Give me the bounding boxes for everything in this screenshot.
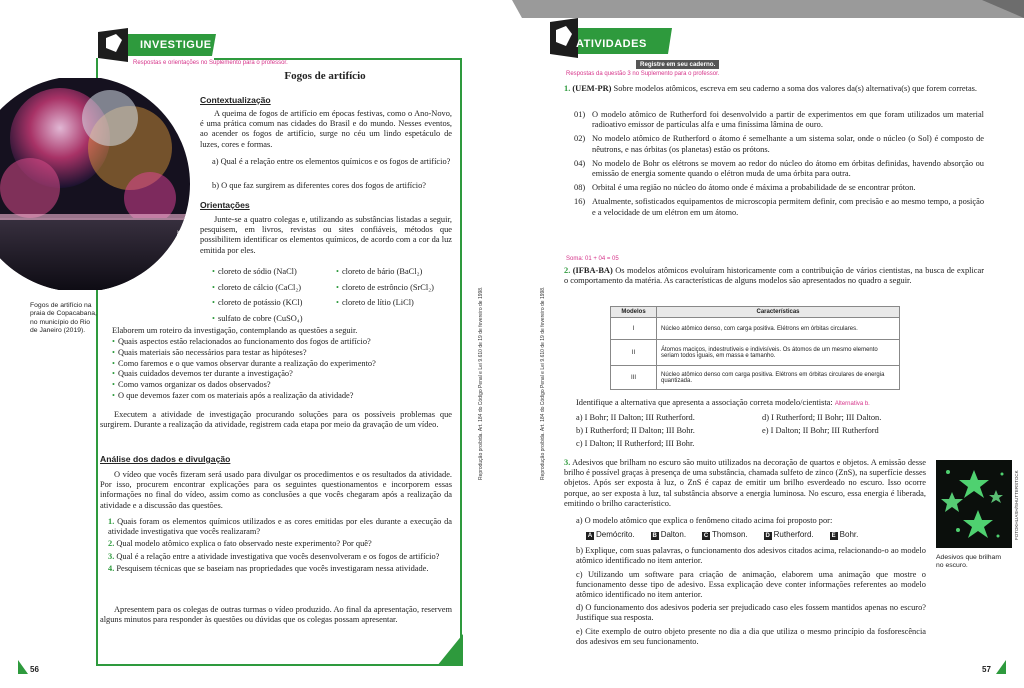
substance-item: • cloreto de lítio (LiCl) xyxy=(336,298,414,307)
table-header-row: Modelos Características xyxy=(611,307,900,318)
q1-item: 04) No modelo de Bohr os elétrons se movem ao redor do núcleo do átomo em órbitas definidas, havendo absorção ou emissão de energia somente quando o elétron muda de uma órbita para outra. xyxy=(574,158,984,179)
section-label: ATIVIDADES xyxy=(576,38,647,50)
roteiro-questions xyxy=(112,337,452,402)
table-row: II Átomos maciços, indestrutíveis e indivisíveis. Os átomos de um mesmo elemento seriam todos iguais, em massa e tamanho. xyxy=(611,340,900,366)
q3-stem: 3. Adesivos que brilham no escuro são muito utilizados na decoração de quartos e objetos. A emissão desse brilho é possível graças à presença de uma substância, chamada sulfeto de zinco (ZnS), na superfície desses objetos. Após ser exposta à luz, o ZnS é capaz de emitir um brilho esverdeado no escuro. Isso ocorre porque, ao ser exposta à luz, tal substância absorve a energia luminosa. No escuro, essa energia é liberada, emitindo o brilho característico. xyxy=(564,458,927,508)
page-corner-icon xyxy=(996,660,1006,674)
heading-contextualizacao: Contextualização xyxy=(200,95,271,105)
fireworks-photo xyxy=(0,78,190,290)
q1-answer: Soma: 01 + 04 = 05 xyxy=(566,256,619,262)
analise-text: O vídeo que vocês fizeram será usado para divulgar os procedimentos e os resultados da atividade. Por isso, procurem encontrar explicações para os seguintes questionamentos e incorporem essas informações no final do vídeo, assim como as conclusões a que vocês chegaram após a realização da atividade e a discussão das questões. xyxy=(100,470,452,510)
substance-item: • cloreto de estrôncio (SrCl₂) xyxy=(336,282,434,292)
q1-items xyxy=(574,110,984,218)
q3-choice: C Thomson. xyxy=(703,530,748,539)
roteiro-question: • Quais cuidados devemos ter durante a investigação? xyxy=(112,369,293,379)
substance-item: • cloreto de bário (BaCl₂) xyxy=(336,267,423,276)
corner-ornament xyxy=(437,634,463,666)
substances-col1 xyxy=(212,264,336,326)
photo-credit: FOTOKHLIASH/SHUTTERSTOCK xyxy=(1014,470,1019,540)
q2-option: a) I Bohr; II Dalton; III Rutherford. xyxy=(576,413,695,422)
section-label: INVESTIGUE xyxy=(140,39,212,51)
photo-caption: Fogos de artifício na praia de Copacabana, no município do Rio de Janeiro (2019). xyxy=(30,302,97,335)
q2-options-col2 xyxy=(762,411,962,437)
analise-item: 4. Pesquisem técnicas que se baseiam nas propriedades que vocês investigaram nessa atividade. xyxy=(108,563,429,573)
q3-choice: E Bohr. xyxy=(831,530,859,539)
q2-option: b) I Rutherford; II Dalton; III Bohr. xyxy=(576,426,695,435)
page-number: 56 xyxy=(30,665,39,674)
substance-item: • cloreto de potássio (KCl) xyxy=(212,298,303,307)
q3-question-b: b) Explique, com suas palavras, o funcionamento dos adesivos citados acima, relacionando-o ao modelo atômico identificado no item anterior. xyxy=(576,546,926,566)
q2-prompt: Identifique a alternativa que apresenta a associação correta modelo/cientista: Alternativa b. xyxy=(576,398,870,407)
teacher-note: Respostas e orientações no Suplemento para o professor. xyxy=(133,60,288,66)
q1-item: 01) O modelo atômico de Rutherford foi desenvolvido a partir de experimentos em que foram utilizados um material radioativo emissor de partículas alfa e uma finíssima lâmina de ouro. xyxy=(574,110,984,130)
q1-item: 16) Atualmente, sofisticados equipamentos de microscopia permitem definir, com precisão e ao mesmo tempo, a posição e a velocidade de um elétron em um átomo. xyxy=(574,197,985,217)
page-number: 57 xyxy=(982,665,991,674)
q1-item: 02) No modelo atômico de Rutherford o átomo é semelhante a um sistema solar, onde o núcleo (o Sol) é composto de nêutrons, e nas órbitas (os planetas) estão os prótons. xyxy=(574,134,984,154)
context-text: A queima de fogos de artifício em épocas festivas, como o Ano-Novo, é uma prática comum nas cidades do Brasil e do mundo. Nesses eventos, ao acender os fogos de artifício, surge no céu um lindo espetáculo de luzes, cores e formas. xyxy=(200,109,452,149)
legal-note: Reprodução proibida. Art. 184 do Código Penal e Lei 9.610 de 19 de fevereiro de 1998. xyxy=(540,286,546,480)
substance-item: • sulfato de cobre (CuSO₄) xyxy=(212,313,303,323)
context-question-a: a) Qual é a relação entre os elementos químicos e os fogos de artifício? xyxy=(212,157,451,166)
q3-choice: A Demócrito. xyxy=(587,530,635,539)
analise-item: 3. Qual é a relação entre a atividade investigativa que vocês desenvolveram e os fogos de artifício? xyxy=(108,551,440,561)
q2-option: d) I Rutherford; II Bohr; III Dalton. xyxy=(762,413,882,422)
glow-stickers-photo xyxy=(936,460,1012,548)
q2-stem: 2. (IFBA-BA) Os modelos atômicos evoluíram historicamente com a contribuição de vários cientistas, na busca de explicar o comportamento da matéria. As características de alguns modelos são apresentados no quadro a seguir. xyxy=(564,266,985,286)
q2-option: c) I Dalton; II Rutherford; III Bohr. xyxy=(576,439,695,448)
q3-choice: B Dalton. xyxy=(652,530,687,539)
models-table xyxy=(610,306,900,390)
heading-analise: Análise dos dados e divulgação xyxy=(100,454,231,464)
q1-stem: 1. (UEM-PR) Sobre modelos atômicos, escreva em seu caderno a soma dos valores da(s) alternativa(s) que forem corretas. xyxy=(564,84,978,93)
right-page xyxy=(512,0,1024,688)
q3-choices xyxy=(586,530,926,540)
analise-item: 1. Quais foram os elementos químicos utilizados e as cores emitidas por eles durante a execução da atividade investigativa que vocês realizaram? xyxy=(108,517,453,537)
q3-question-c: c) Utilizando um software para criação de animação, elaborem uma animação que mostre o funcionamento desse tipo de adesivo. Essa explicação deve conter informações referentes ao modelo atômico identificado no item anterior. xyxy=(576,570,926,600)
analise-item: 2. Qual modelo atômico explica o fato observado neste experimento? Por quê? xyxy=(108,539,372,549)
q3-choice: D Rutherford. xyxy=(765,530,814,539)
heading-orientacoes: Orientações xyxy=(200,200,250,210)
context-question-b: b) O que faz surgirem as diferentes cores dos fogos de artifício? xyxy=(212,181,427,190)
substance-item: • cloreto de sódio (NaCl) xyxy=(212,267,297,276)
q3-question-d: d) O funcionamento dos adesivos poderia ser prejudicado caso eles fossem mantidos apenas no escuro? Justifique sua resposta. xyxy=(576,603,926,623)
q3-question-e: e) Cite exemplo de outro objeto presente no dia a dia que utiliza o mesmo princípio da fosforescência dos adesivos em seu funcionamento. xyxy=(576,627,926,647)
q2-option: e) I Dalton; II Bohr; III Rutherford xyxy=(762,426,879,435)
analise-items xyxy=(108,517,452,574)
execute-text: Executem a atividade de investigação procurando soluções para os possíveis problemas que surgirem. Durante a realização da atividade, registrem cada etapa por meio da gravação de um vídeo. xyxy=(100,410,452,430)
roteiro-question: • Quais aspectos estão relacionados ao funcionamento dos fogos de artifício? xyxy=(112,337,371,346)
page-title: Fogos de artifício xyxy=(284,70,366,82)
substance-item: • cloreto de cálcio (CaCl₂) xyxy=(212,282,302,292)
frame-top-line xyxy=(214,58,462,60)
answers-note: Respostas da questão 3 no Suplemento para o professor. xyxy=(566,71,720,77)
roteiro-question: • Como vamos organizar os dados observados? xyxy=(112,380,271,390)
q3-question-a: a) O modelo atômico que explica o fenômeno citado acima foi proposto por: xyxy=(576,516,833,525)
photo-credit: PHOTOCREDITGIULIANO/SHUTTERSTOCK xyxy=(176,230,181,323)
top-gray-bar xyxy=(512,0,1024,18)
substances-col2 xyxy=(336,264,456,311)
orientacoes-text: Junte-se a quatro colegas e, utilizando as substâncias listadas a seguir, pesquisem, em livros, revistas ou sites confiáveis, métodos que possibilitem identificar os elementos químicos, de acordo com a cor da luz emitida por eles. xyxy=(200,215,452,255)
roteiro-text: Elaborem um roteiro da investigação, contemplando as questões a seguir. xyxy=(112,326,358,335)
q1-item: 08) Orbital é uma região no núcleo do átomo onde é máxima a probabilidade de se encontrar próton. xyxy=(574,183,916,193)
legal-note: Reprodução proibida. Art. 184 do Código Penal e Lei 9.610 de 19 de fevereiro de 1998. xyxy=(478,286,484,480)
roteiro-question: • O que devemos fazer com os materiais após a realização da atividade? xyxy=(112,390,354,400)
photo-caption: Adesivos que brilham no escuro. xyxy=(936,554,1001,570)
table-row: III Núcleo atômico denso com carga positiva. Elétrons em órbitas circulares de energia quantizada. xyxy=(611,366,900,390)
closing-text: Apresentem para os colegas de outras turmas o vídeo produzido. Ao final da apresentação, reservem alguns minutos para responder às questões ou dúvidas que os colegas possam apresentar. xyxy=(100,605,452,625)
register-note: Registre em seu caderno. xyxy=(636,60,719,69)
table-row: I Núcleo atômico denso, com carga positiva. Elétrons em órbitas circulares. xyxy=(611,318,900,340)
q2-options-col1 xyxy=(576,411,766,450)
page-corner-icon xyxy=(18,660,28,674)
roteiro-question: • Quais materiais são necessários para testar as hipóteses? xyxy=(112,347,307,357)
roteiro-question: • Como faremos e o que vamos observar durante a realização do experimento? xyxy=(112,358,376,368)
